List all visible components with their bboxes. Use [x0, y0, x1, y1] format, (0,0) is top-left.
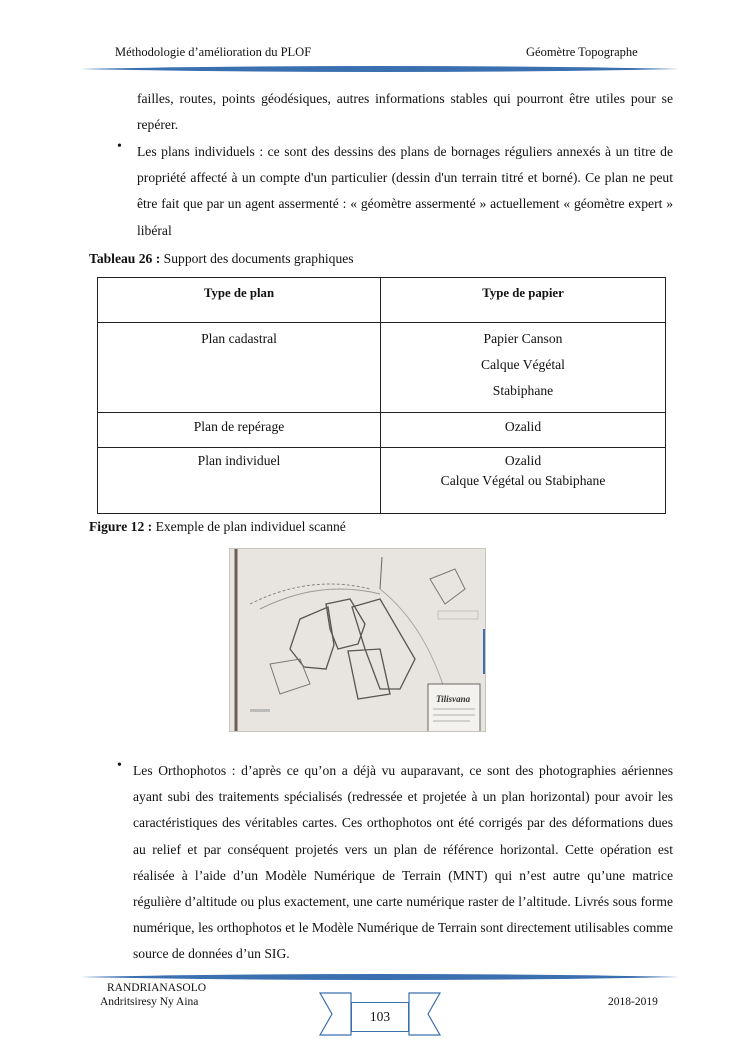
table-row — [98, 323, 666, 413]
table-cell-papier — [381, 448, 666, 514]
cell-text: Calque Végétal — [481, 357, 565, 372]
header-right-title: Géomètre Topographe — [526, 45, 638, 59]
paragraph-continuation: failles, routes, points géodésiques, autres informations stables qui pourront être utiles pour se repérer. — [137, 91, 673, 133]
cell-text: Calque Végétal ou Stabiphane — [440, 473, 606, 488]
table-caption — [89, 251, 354, 267]
table-header-cell: Type de plan — [98, 278, 381, 323]
footer-year: 2018-2019 — [608, 996, 658, 1008]
table-row — [98, 413, 666, 448]
footer-author-line2: Andritsiresy Ny Aina — [100, 996, 199, 1008]
cell-text: Ozalid — [504, 453, 542, 468]
paragraph-orthophotos: Les Orthophotos : d’après ce qu’on a déjà vu auparavant, ce sont des photographies aériennes ayant subi des traitements spécialisés (redressée et projetée à un plan horizontal) pour avoir les caractéristiques des véritables cartes. Ces orthophotos ont été corrigés par des déformations dues au relief et par conséquent projetés vers un plan de référence horizontal. Cette opération est réalisée à l’aide d’un Modèle Numérique de Terrain (MNT) qui n’est autre qu’une matrice régulière d’altitude ou plus exactement, une carte numérique raster de l’altitude. Livrés sous forme numérique, les orthophotos et le Modèle Numérique de Terrain sont directement utilisables comme source de données d’un SIG. — [133, 763, 673, 962]
cartouche-title: Tilisvana — [436, 694, 471, 704]
header-left-title: Méthodologie d’amélioration du PLOF — [115, 45, 312, 59]
cell-text: Plan cadastral — [201, 331, 277, 346]
bullet-dot: • — [117, 139, 122, 154]
table-row — [98, 448, 666, 514]
scanned-plan-drawing — [230, 549, 486, 732]
table-cell-plan — [98, 413, 381, 448]
document-table — [97, 277, 666, 514]
table-cell-plan — [98, 323, 381, 413]
bullet-dot: • — [117, 758, 122, 773]
table-cell-papier — [381, 323, 666, 413]
cell-text: Papier Canson — [483, 331, 563, 346]
paragraph-plans-individuels: Les plans individuels : ce sont des dessins des plans de bornages réguliers annexés à un titre de propriété affecté à un compte d'un particulier (dessin d'un terrain titré et borné). Ce plan ne peut être fait que par un agent assermenté : « géomètre assermenté » actuellement « géomètre expert » libéral — [137, 144, 673, 238]
scanned-plan-image — [229, 548, 486, 732]
cell-text: Plan individuel — [197, 453, 281, 468]
header-rule — [80, 65, 680, 73]
table-cell-papier — [381, 413, 666, 448]
table-caption-label: Tableau 26 : — [89, 251, 161, 266]
figure-caption-label: Figure 12 : — [89, 519, 153, 534]
cell-text: Plan de repérage — [193, 419, 285, 434]
figure-caption-text: Exemple de plan individuel scanné — [152, 519, 346, 534]
figure-caption — [89, 519, 346, 535]
table-caption-text: Support des documents graphiques — [160, 251, 354, 266]
table-cell-plan — [98, 448, 381, 514]
table-header-cell: Type de papier — [381, 278, 666, 323]
footer-author-line1: RANDRIANASOLO — [107, 982, 207, 994]
footer-rule — [80, 973, 680, 981]
cell-text: Stabiphane — [492, 383, 554, 398]
table-header-row — [98, 278, 666, 323]
page-number: 103 — [351, 1002, 409, 1032]
cell-text: Ozalid — [504, 419, 542, 434]
